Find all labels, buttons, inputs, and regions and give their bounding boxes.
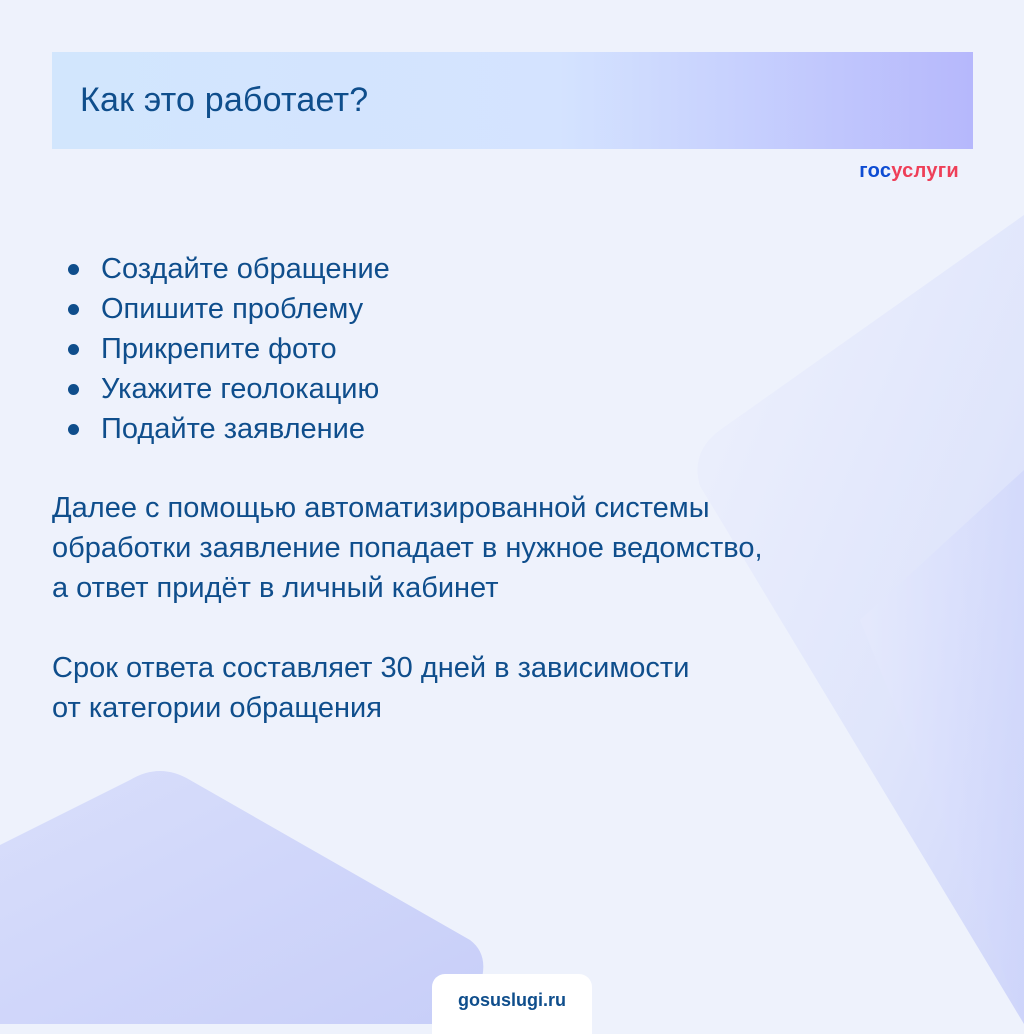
paragraph-line: обработки заявление попадает в нужное ведомство, xyxy=(52,532,763,564)
footer-url[interactable]: gosuslugi.ru xyxy=(458,990,566,1010)
bullet-icon xyxy=(68,424,79,435)
step-label: Создайте обращение xyxy=(101,253,390,285)
list-item xyxy=(66,289,390,329)
logo-text-uslugi: услуги xyxy=(891,160,959,182)
paragraph-line: а ответ придёт в личный кабинет xyxy=(52,572,499,604)
list-item xyxy=(66,369,390,409)
page-title: Как это работает? xyxy=(80,81,369,119)
step-label: Прикрепите фото xyxy=(101,333,337,365)
logo-text-gos: гос xyxy=(859,160,892,182)
step-label: Подайте заявление xyxy=(101,413,365,445)
header-band xyxy=(52,52,973,149)
paragraph-line: от категории обращения xyxy=(52,692,382,724)
bullet-icon xyxy=(68,304,79,315)
routing-paragraph xyxy=(52,488,763,608)
list-item xyxy=(66,329,390,369)
gosuslugi-logo xyxy=(859,160,959,183)
paragraph-line: Далее с помощью автоматизированной системы xyxy=(52,492,710,524)
step-label: Опишите проблему xyxy=(101,293,364,325)
bullet-icon xyxy=(68,384,79,395)
paragraph-line: Срок ответа составляет 30 дней в зависимости xyxy=(52,652,690,684)
bullet-icon xyxy=(68,264,79,275)
step-label: Укажите геолокацию xyxy=(101,373,380,405)
list-item xyxy=(66,249,390,289)
list-item xyxy=(66,409,390,449)
footer-tab xyxy=(432,974,592,1034)
deadline-paragraph xyxy=(52,648,689,728)
steps-list xyxy=(66,249,390,449)
bullet-icon xyxy=(68,344,79,355)
